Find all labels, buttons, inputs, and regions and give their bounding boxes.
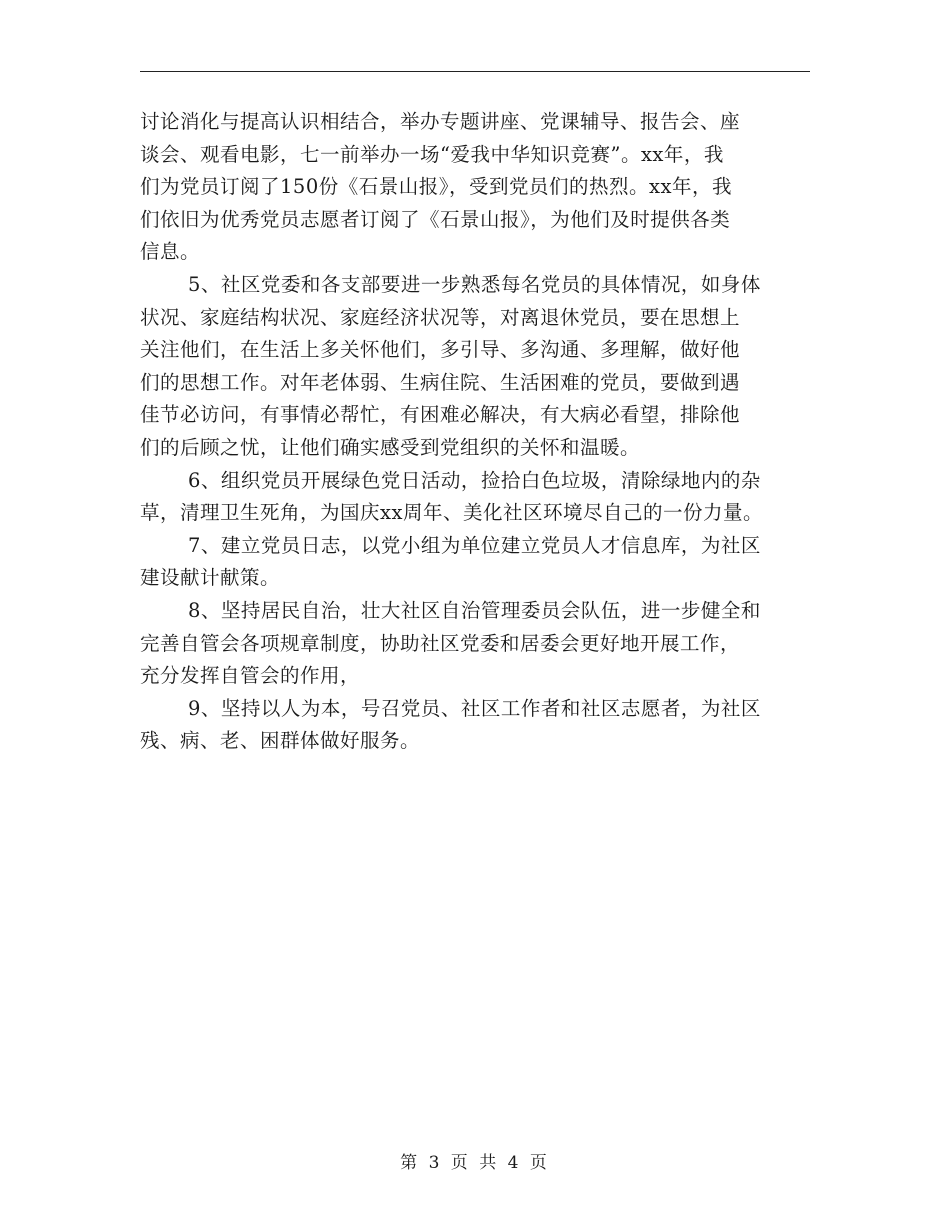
text-line: 关注他们，在生活上多关怀他们，多引导、多沟通、多理解，做好他 [140,338,741,362]
text-line: 们为党员订阅了150份《石景山报》，受到党员们的热烈。xx年，我 [140,175,732,199]
text-line: 状况、家庭结构状况、家庭经济状况等，对离退休党员，要在思想上 [140,305,741,329]
text-line: 建设献计献策。 [140,566,281,590]
text-line: 充分发挥自管会的作用， [140,664,361,688]
text-line: 信息。 [140,240,201,264]
text-line: 们的思想工作。对年老体弱、生病住院、生活困难的党员，要做到遇 [140,370,741,394]
paragraph-9-start: 9、坚持以人为本，号召党员、社区工作者和社区志愿者，为社区 [188,696,761,720]
text-line: 谈会、观看电影，七一前举办一场“爱我中华知识竞赛”。xx年，我 [140,142,724,166]
paragraph-5-start: 5、社区党委和各支部要进一步熟悉每名党员的具体情况，如身体 [188,272,761,296]
header-rule [140,71,810,72]
text-line: 残、病、老、困群体做好服务。 [140,729,421,753]
text-line: 们依旧为优秀党员志愿者订阅了《石景山报》，为他们及时提供各类 [140,207,731,231]
text-line: 完善自管会各项规章制度，协助社区党委和居委会更好地开展工作， [140,631,741,655]
text-line: 们的后顾之忧，让他们确实感受到党组织的关怀和温暖。 [140,435,641,459]
text-line: 佳节必访问，有事情必帮忙，有困难必解决，有大病必看望，排除他 [140,403,741,427]
document-body [140,106,812,758]
page-number: 第 3 页 共 4 页 [400,1153,550,1173]
text-line: 草，清理卫生死角，为国庆xx周年、美化社区环境尽自己的一份力量。 [140,501,763,525]
paragraph-7-start: 7、建立党员日志，以党小组为单位建立党员人才信息库，为社区 [188,533,761,557]
paragraph-6-start: 6、组织党员开展绿色党日活动，捡拾白色垃圾，清除绿地内的杂 [188,468,761,492]
paragraph-8-start: 8、坚持居民自治，壮大社区自治管理委员会队伍，进一步健全和 [188,598,761,622]
text-line: 讨论消化与提高认识相结合，举办专题讲座、党课辅导、报告会、座 [140,110,741,133]
